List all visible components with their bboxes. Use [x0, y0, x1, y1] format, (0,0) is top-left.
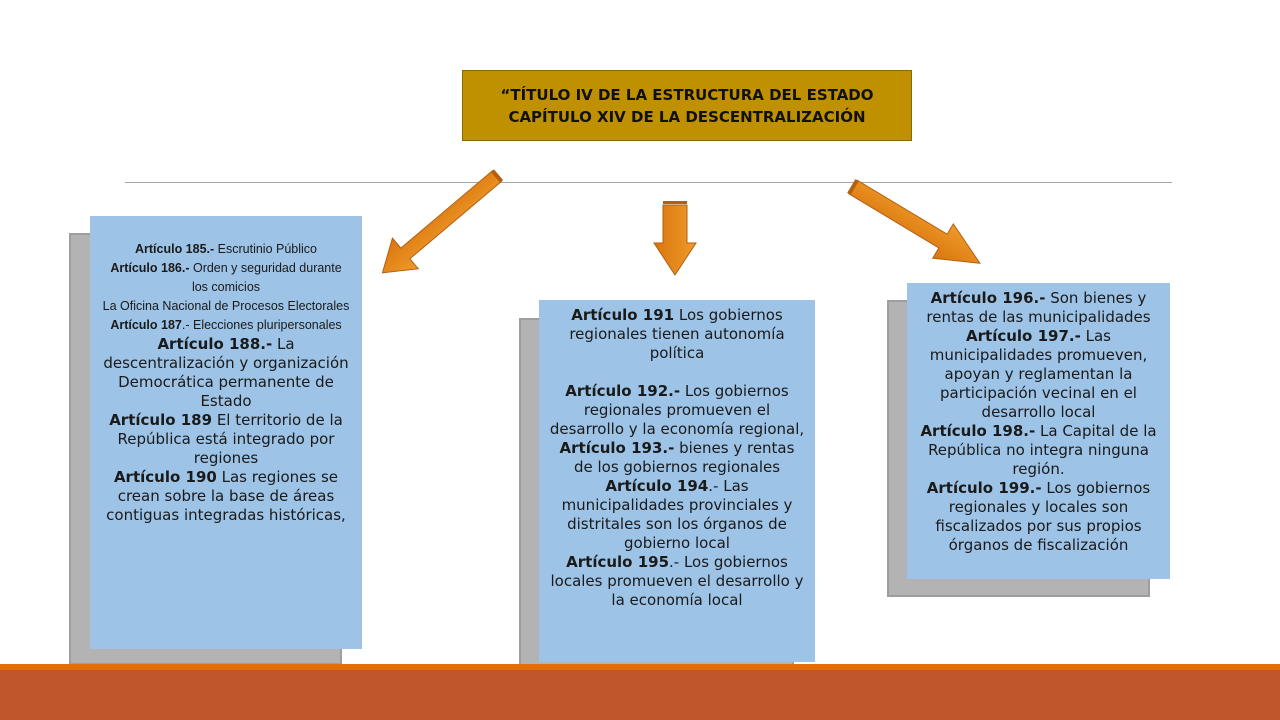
footer-bar [0, 670, 1280, 720]
article-193: Artículo 193.- bienes y rentas de los gobiernos regionales [559, 439, 795, 476]
article-189: Artículo 189 El territorio de la República está integrado por regiones [109, 411, 343, 467]
arrow-right [841, 169, 990, 281]
article-196: Artículo 196.- Son bienes y rentas de las municipalidades [926, 289, 1151, 326]
article-197: Artículo 197.- Las municipalidades promueven, apoyan y reglamentan la participación vecinal en el desarrollo local [929, 327, 1148, 421]
title-line-1: “TÍTULO IV DE LA ESTRUCTURA DEL ESTADO [500, 85, 874, 104]
arrow-middle [654, 201, 696, 275]
article-190: Artículo 190 Las regiones se crean sobre la base de áreas contiguas integradas históricas, [106, 468, 346, 524]
onpe-text: La Oficina Nacional de Procesos Electorales [102, 299, 350, 313]
title-line-2: CAPÍTULO XIV DE LA DESCENTRALIZACIÓN [508, 107, 866, 126]
middle-card [539, 300, 815, 662]
article-191: Artículo 191 Los gobiernos regionales tienen autonomía política [569, 306, 785, 362]
article-194: Artículo 194.- Las municipalidades provinciales y distritales son los órganos de gobierno local [561, 477, 793, 552]
article-186: Artículo 186.- Orden y seguridad durante los comicios [110, 261, 342, 294]
article-187: Artículo 187.- Elecciones pluripersonales [110, 318, 342, 332]
article-198: Artículo 198.- La Capital de la República no integra ninguna región. [920, 422, 1157, 478]
article-195: Artículo 195.- Los gobiernos locales promueven el desarrollo y la economía local [550, 553, 804, 609]
article-199: Artículo 199.- Los gobiernos regionales y locales son fiscalizados por sus propios órganos de fiscalización [926, 479, 1151, 554]
arrow-left [370, 159, 512, 288]
left-card [90, 216, 362, 649]
article-188: Artículo 188.- La descentralización y organización Democrática permanente de Estado [103, 335, 349, 410]
article-185: Artículo 185.- Escrutinio Público [134, 242, 317, 256]
middle-spacer [549, 363, 805, 382]
right-card [907, 283, 1170, 579]
article-192: Artículo 192.- Los gobiernos regionales promueven el desarrollo y la economía regional, [549, 382, 805, 438]
